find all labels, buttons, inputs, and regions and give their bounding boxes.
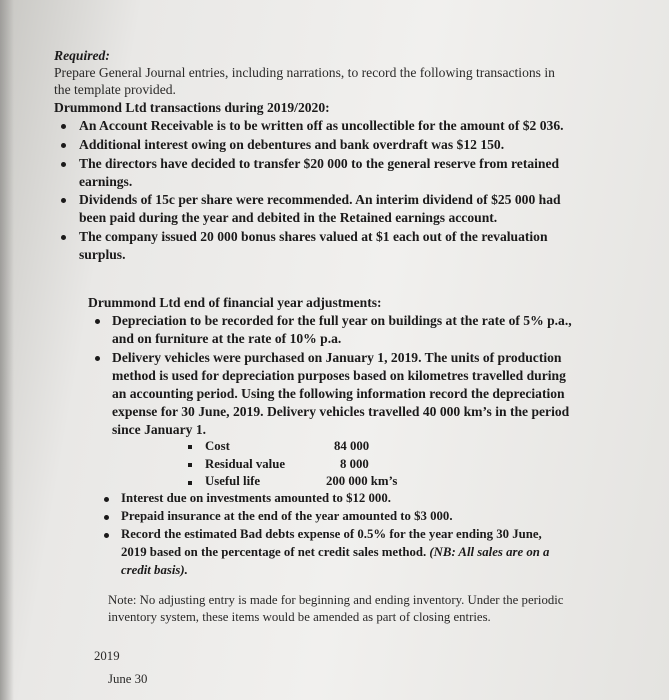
cost-value: 84 000 [334, 439, 370, 453]
transaction-3-line-2: earnings. [79, 174, 133, 189]
template-date: June 30 [108, 672, 148, 686]
bullet [61, 124, 66, 129]
transaction-3-line-1: The directors have decided to transfer $20 000 to the general reserve from retained [79, 156, 560, 171]
life-label: Useful life [205, 474, 261, 488]
transaction-4-line-1: Dividends of 15c per share were recommended. An interim dividend of $25 000 had [79, 192, 561, 207]
instruction-line-2: the template provided. [54, 82, 176, 97]
adjustment-5-note: (NB: All sales are on a [429, 545, 550, 559]
bullet [61, 143, 66, 148]
residual-label: Residual value [205, 457, 285, 471]
adjustment-4: Prepaid insurance at the end of the year amounted to $3 000. [121, 509, 453, 523]
instruction-line-1: Prepare General Journal entries, including narrations, to record the following transactions in [54, 65, 555, 80]
bullet [104, 497, 109, 502]
cost-label: Cost [205, 439, 230, 453]
note-line-1: Note: No adjusting entry is made for beginning and ending inventory. Under the periodic [108, 593, 564, 607]
note-line-2: inventory system, these items would be amended as part of closing entries. [108, 610, 491, 624]
adjustment-5-line-3: credit basis). [121, 563, 188, 577]
bullet [104, 515, 109, 520]
adjustment-1-line-1: Depreciation to be recorded for the full year on buildings at the rate of 5% p.a., [112, 313, 572, 328]
sub-bullet [188, 445, 192, 449]
transaction-5-line-1: The company issued 20 000 bonus shares valued at $1 each out of the revaluation [79, 229, 548, 244]
life-value: 200 000 km’s [326, 474, 398, 488]
adjustment-2-line-4: expense for 30 June, 2019. Delivery vehicles travelled 40 000 km’s in the period [112, 404, 570, 419]
transaction-2: Additional interest owing on debentures and bank overdraft was $12 150. [79, 137, 505, 152]
page-shadow [0, 0, 14, 700]
adjustment-1-line-2: and on furniture at the rate of 10% p.a. [112, 331, 342, 346]
template-year: 2019 [94, 649, 120, 663]
bullet [61, 162, 66, 167]
transaction-4-line-2: been paid during the year and debited in the Retained earnings account. [79, 210, 498, 225]
residual-value: 8 000 [340, 457, 369, 471]
adjustment-2-line-2: method is used for depreciation purposes based on kilometres travelled during [112, 368, 566, 383]
adjustment-5-line-2 [121, 544, 549, 561]
adjustment-2-line-5: since January 1. [112, 422, 207, 437]
adjustment-5-line-1: Record the estimated Bad debts expense of 0.5% for the year ending 30 June, [121, 527, 542, 541]
adjustments-heading: Drummond Ltd end of financial year adjustments: [88, 295, 382, 310]
adjustment-2-line-1: Delivery vehicles were purchased on January 1, 2019. The units of production [112, 350, 562, 365]
transaction-1: An Account Receivable is to be written off as uncollectible for the amount of $2 036. [79, 118, 564, 133]
bullet [95, 319, 100, 324]
required-heading: Required: [54, 48, 110, 63]
adjustment-2-line-3: an accounting period. Using the following information record the depreciation [112, 386, 565, 401]
transaction-5-line-2: surplus. [79, 247, 126, 262]
bullet [61, 198, 66, 203]
sub-bullet [188, 463, 192, 467]
transactions-heading: Drummond Ltd transactions during 2019/2020: [54, 100, 330, 115]
bullet [104, 533, 109, 538]
adjustment-5-text: 2019 based on the percentage of net credit sales method. [121, 545, 430, 559]
adjustment-3: Interest due on investments amounted to $12 000. [121, 491, 391, 505]
sub-bullet [188, 481, 192, 485]
bullet [61, 235, 66, 240]
bullet [95, 356, 100, 361]
